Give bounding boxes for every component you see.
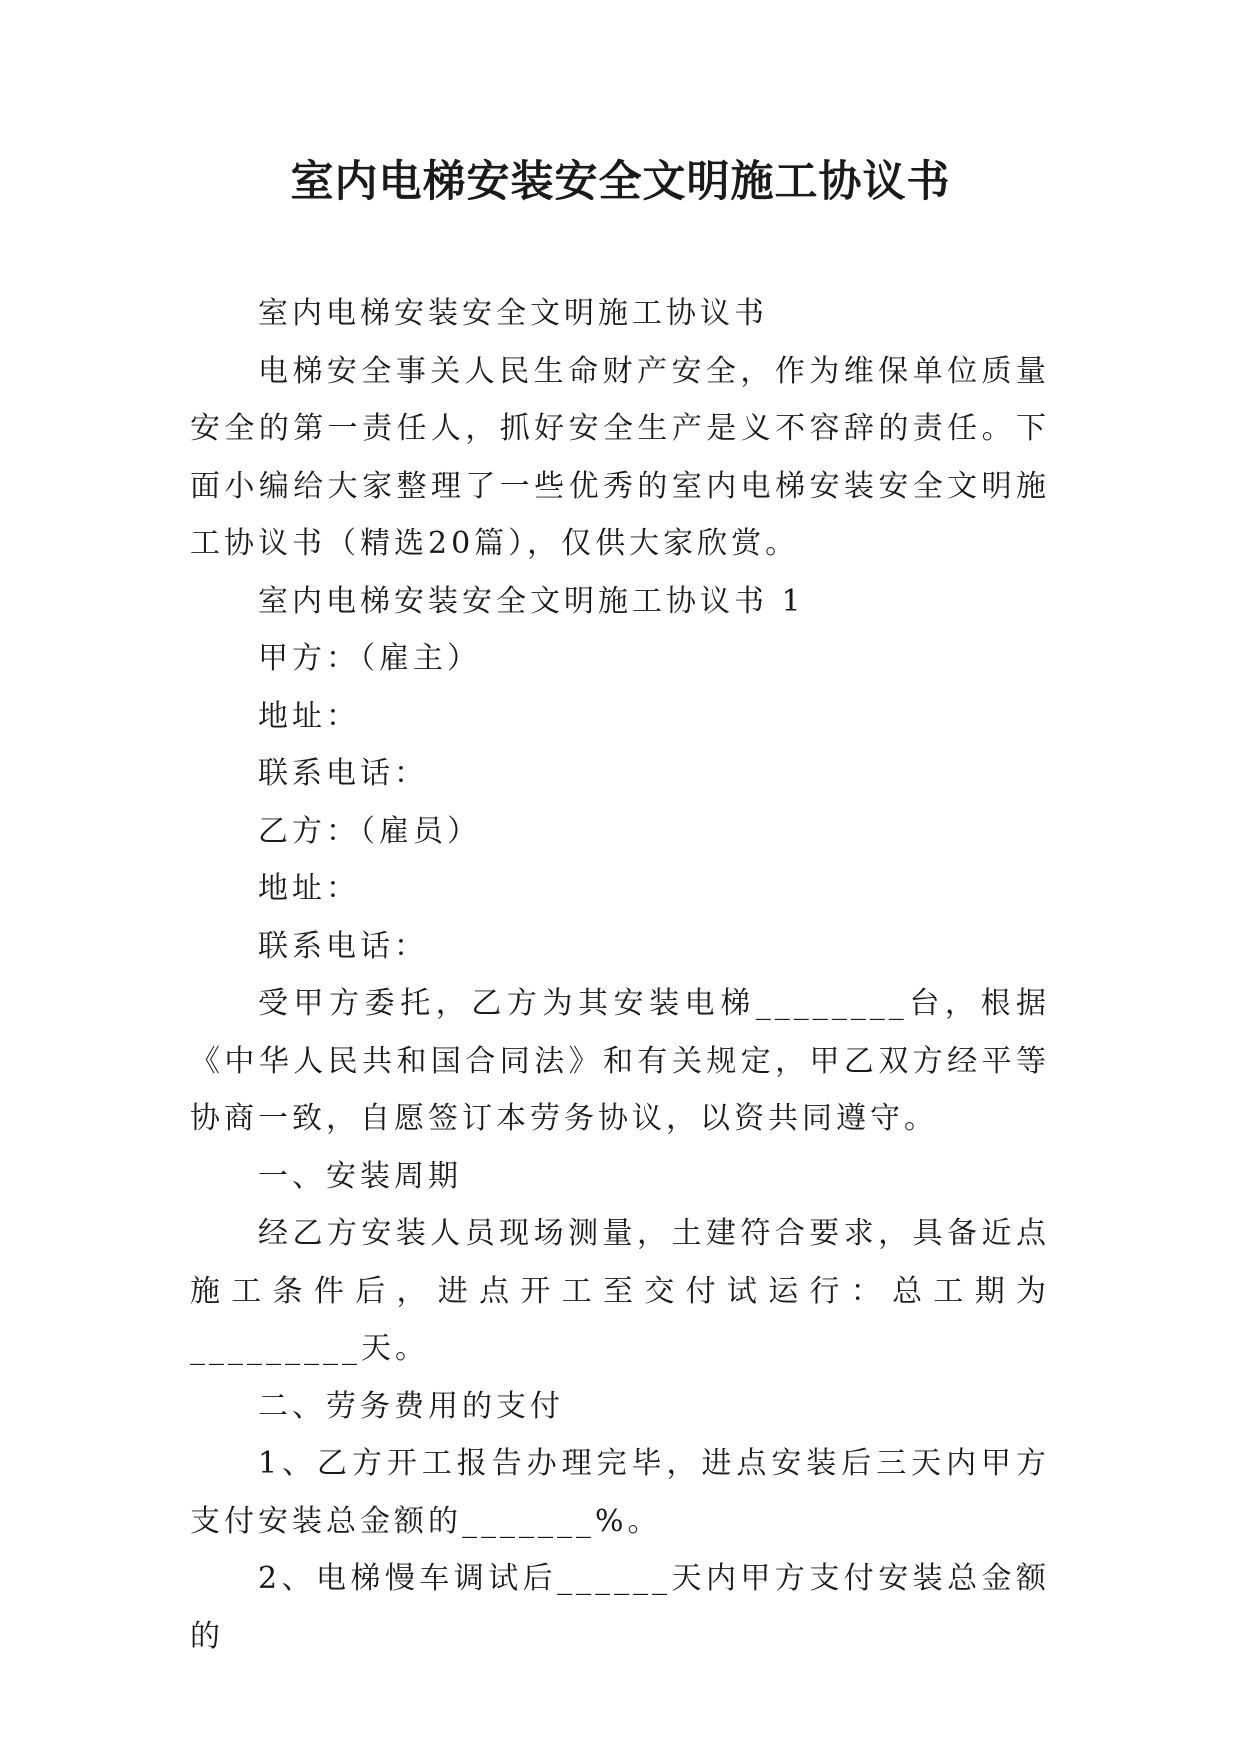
paragraph-installation-period: 经乙方安装人员现场测量，土建符合要求，具备近点施工条件后，进点开工至交付试运行：总工期为_________天。	[190, 1216, 1050, 1366]
paragraph-party-b-phone: 联系电话：	[258, 928, 428, 964]
paragraph-intro: 电梯安全事关人民生命财产安全，作为维保单位质量安全的第一责任人，抓好安全生产是义不容辞的责任。下面小编给大家整理了一些优秀的室内电梯安装安全文明施工协议书（精选20篇），仅供大家欣赏。	[190, 353, 1050, 561]
paragraph-subtitle: 室内电梯安装安全文明施工协议书	[258, 296, 768, 331]
paragraph-payment-2: 2、电梯慢车调试后______天内甲方支付安装总金额的	[190, 1561, 1050, 1654]
paragraph-party-a-phone: 联系电话：	[258, 756, 428, 791]
section-heading-payment: 二、劳务费用的支付	[258, 1388, 564, 1424]
section-heading-installation-period: 一、安装周期	[258, 1158, 462, 1194]
paragraph-party-b: 乙方：（雇员）	[258, 813, 481, 849]
document-title: 室内电梯安装安全文明施工协议书	[290, 157, 951, 207]
paragraph-commission: 受甲方委托，乙方为其安装电梯________台，根据《中华人民共和国合同法》和有关规定，甲乙双方经平等协商一致，自愿签订本劳务协议，以资共同遵守。	[190, 986, 1050, 1136]
paragraph-party-a-address: 地址：	[258, 698, 360, 734]
paragraph-agreement-heading: 室内电梯安装安全文明施工协议书 1	[258, 583, 805, 619]
paragraph-party-b-address: 地址：	[258, 871, 360, 906]
paragraph-party-a: 甲方：（雇主）	[258, 641, 481, 676]
document-body	[190, 285, 1050, 1665]
paragraph-payment-1: 1、乙方开工报告办理完毕，进点安装后三天内甲方支付安装总金额的_______%。	[190, 1446, 1050, 1539]
